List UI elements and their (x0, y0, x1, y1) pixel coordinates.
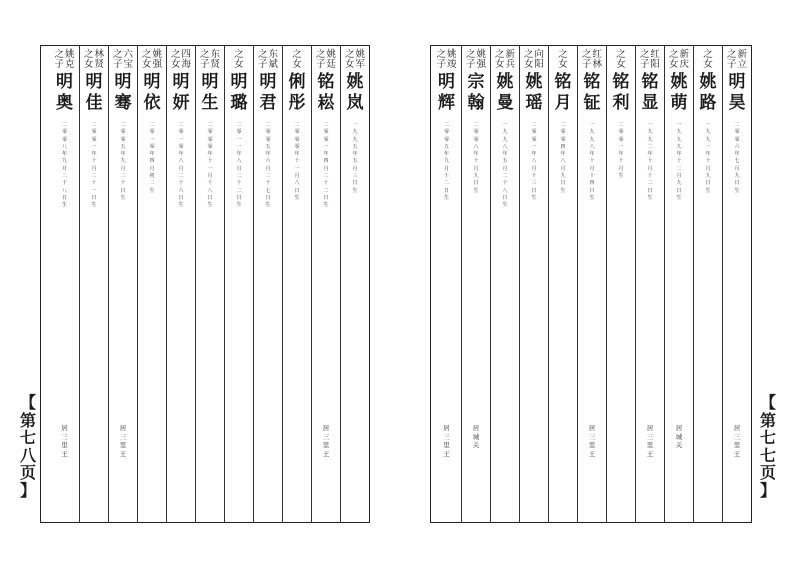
page-label-78: 【 第 七 八 页 】 (19, 393, 36, 500)
birth-date: 二 零 零 零 年 十 一 月 十 八 日 生 (207, 122, 213, 209)
relation-note (168, 50, 194, 70)
entry-column (79, 46, 108, 522)
relation-note (313, 50, 339, 70)
relation-note (197, 50, 223, 70)
entry-column (137, 46, 166, 522)
birth-date: 一 九 九 八 年 五 月 二 十 八 日 生 (502, 122, 508, 209)
birth-date: 二 零 零 零 年 十 一 月 八 日 生 (294, 122, 300, 201)
entry-column (722, 46, 751, 522)
relation-text: 向 阳 (534, 49, 545, 70)
residence: 居 三 里 王 (733, 424, 741, 458)
birth-date: 一 九 九 一 年 十 月 九 日 生 (705, 122, 711, 194)
relation-text: 之 子 (315, 49, 326, 70)
relation-text: 姚 强 (476, 49, 487, 70)
relation-text: 红 林 (592, 49, 603, 70)
relation-text: 之 子 (581, 49, 592, 70)
entry-list (431, 46, 751, 522)
relation-text: 新 兵 (505, 49, 516, 70)
person-name: 明 昊 (728, 72, 746, 113)
residence: 居 三 里 王 (322, 424, 330, 458)
relation-text: 姚 军 (355, 49, 366, 70)
relation-text: 之 女 (616, 49, 626, 70)
relation-text: 之 子 (726, 49, 737, 70)
relation-text: 之 女 (523, 49, 534, 70)
relation-text: 四 海 (181, 49, 192, 70)
genealogy-page-77 (430, 45, 752, 523)
birth-date: 二 零 零 一 年 十 月 二 十 一 日 生 (91, 122, 97, 209)
relation-note (255, 50, 281, 70)
birth-date: 一 九 九 八 年 十 月 十 四 日 生 (589, 122, 595, 201)
person-name: 明 依 (143, 72, 161, 113)
residence: 居 三 里 王 (443, 424, 450, 458)
entry-column (253, 46, 282, 522)
person-name: 明 妍 (172, 72, 190, 113)
entry-column (224, 46, 253, 522)
entry-column (548, 46, 577, 522)
relation-text: 姚 强 (152, 49, 163, 70)
relation-text: 之 女 (558, 49, 568, 70)
relation-text: 东 贤 (210, 49, 221, 70)
relation-text: 新 立 (737, 49, 748, 70)
relation-text: 之 女 (344, 49, 355, 70)
person-name: 明 佳 (85, 72, 103, 113)
entry-column (195, 46, 224, 522)
relation-note (579, 50, 605, 70)
entry-column (664, 46, 693, 522)
entry-column (282, 46, 311, 522)
relation-text: 林 贤 (94, 49, 105, 70)
entry-column (693, 46, 722, 522)
entry-column (50, 46, 79, 522)
birth-date: 二 零 零 八 年 十 月 九 日 生 (473, 122, 479, 194)
birth-date: 二 零 零 五 年 九 月 十 二 日 生 (443, 122, 449, 201)
relation-text: 之 女 (83, 49, 94, 70)
person-name: 明 辉 (438, 72, 455, 113)
relation-text: 之 子 (54, 49, 64, 70)
person-name: 明 奥 (56, 72, 73, 113)
residence: 居 三 里 王 (646, 424, 654, 458)
birth-date: 一 九 九 二 年 十 月 十 二 日 生 (647, 122, 653, 201)
birth-date: 二 零 零 五 年 九 月 二 十 日 生 (120, 122, 126, 201)
person-name: 铭 利 (612, 72, 630, 113)
birth-date: 二 零 零 八 年 九 月 二 十 八 日 生 (61, 122, 67, 209)
relation-text: 之 女 (141, 49, 152, 70)
relation-note (81, 50, 107, 70)
relation-text: 东 斌 (268, 49, 279, 70)
relation-note (433, 50, 460, 70)
relation-text: 姚 竣 (447, 49, 457, 70)
entry-column (635, 46, 664, 522)
relation-text: 之 女 (494, 49, 505, 70)
relation-text: 之 子 (112, 49, 123, 70)
birth-date: 二 零 一 零 年 四 月 初 二 生 (149, 122, 155, 194)
residence: 居 城 关 (472, 424, 480, 449)
entry-column (432, 46, 461, 522)
residence: 居 城 关 (675, 424, 683, 449)
birth-date: 一 九 九 九 年 十 二 月 九 日 生 (676, 122, 682, 201)
relation-note (110, 50, 136, 70)
relation-note (492, 50, 518, 70)
relation-note (608, 50, 634, 70)
person-name: 俐 彤 (288, 72, 306, 113)
genealogy-page-78 (40, 45, 370, 523)
person-name: 姚 瑶 (525, 72, 543, 113)
relation-text: 红 阳 (650, 49, 661, 70)
relation-text: 之 子 (257, 49, 268, 70)
birth-date: 二 零 零 一 年 十 月 生 (618, 122, 624, 180)
person-name: 明 生 (201, 72, 219, 113)
birth-date: 一 九 九 五 年 五 月 三 日 生 (352, 122, 358, 194)
person-name: 明 骞 (114, 72, 132, 113)
relation-note (139, 50, 165, 70)
birth-date: 二 零 零 五 年 六 月 二 十 七 日 生 (265, 122, 271, 209)
birth-date: 二 零 一 零 年 八 月 二 十 六 日 生 (178, 122, 184, 209)
residence: 居 三 里 王 (119, 424, 127, 458)
person-name: 铭 钲 (583, 72, 601, 113)
person-name: 铭 崧 (317, 72, 335, 113)
birth-date: 二 零 零 一 年 八 月 十 三 日 生 (531, 122, 537, 201)
relation-note (550, 50, 576, 70)
birth-date: 二 零 一 一 年 八 月 二 十 二 日 生 (236, 122, 242, 209)
relation-text: 之 子 (199, 49, 210, 70)
residence: 居 三 里 王 (588, 424, 596, 458)
person-name: 铭 显 (641, 72, 659, 113)
relation-note (637, 50, 663, 70)
person-name: 姚 萌 (670, 72, 688, 113)
entry-column (461, 46, 490, 522)
entry-column (166, 46, 195, 522)
relation-text: 之 女 (668, 49, 679, 70)
relation-note (463, 50, 489, 70)
entry-column (606, 46, 635, 522)
relation-text: 之 女 (170, 49, 181, 70)
entry-column (108, 46, 137, 522)
relation-note (342, 50, 368, 70)
relation-text: 姚 廷 (326, 49, 337, 70)
entry-column (519, 46, 548, 522)
birth-date: 二 零 零 六 年 七 月 九 日 生 (734, 122, 740, 194)
person-name: 明 璐 (230, 72, 248, 113)
relation-note (226, 50, 252, 70)
page-label-77: 【 第 七 七 页 】 (759, 393, 776, 500)
entry-column (340, 46, 369, 522)
relation-note (521, 50, 547, 70)
relation-note (695, 50, 721, 70)
relation-text: 之 子 (436, 49, 446, 70)
person-name: 明 君 (259, 72, 277, 113)
birth-date: 二 零 零 一 年 四 月 二 十 二 日 生 (323, 122, 329, 209)
relation-note (51, 50, 78, 70)
entry-column (577, 46, 606, 522)
entry-column (490, 46, 519, 522)
entry-column (311, 46, 340, 522)
person-name: 姚 曼 (496, 72, 514, 113)
entry-list (41, 46, 369, 522)
person-name: 宗 翰 (467, 72, 485, 113)
relation-note (724, 50, 750, 70)
person-name: 铭 月 (554, 72, 572, 113)
relation-text: 之 子 (465, 49, 476, 70)
birth-date: 二 零 零 四 年 八 月 九 日 生 (560, 122, 566, 194)
relation-text: 姚 克 (65, 49, 75, 70)
residence: 居 三 里 王 (61, 424, 68, 458)
relation-text: 之 女 (703, 49, 713, 70)
person-name: 姚 路 (699, 72, 717, 113)
relation-note (284, 50, 310, 70)
relation-text: 之 女 (292, 49, 302, 70)
relation-text: 新 庆 (679, 49, 690, 70)
relation-text: 之 子 (639, 49, 650, 70)
relation-note (666, 50, 692, 70)
relation-text: 六 宝 (123, 49, 134, 70)
relation-text: 之 女 (234, 49, 244, 70)
person-name: 姚 岚 (346, 72, 364, 113)
